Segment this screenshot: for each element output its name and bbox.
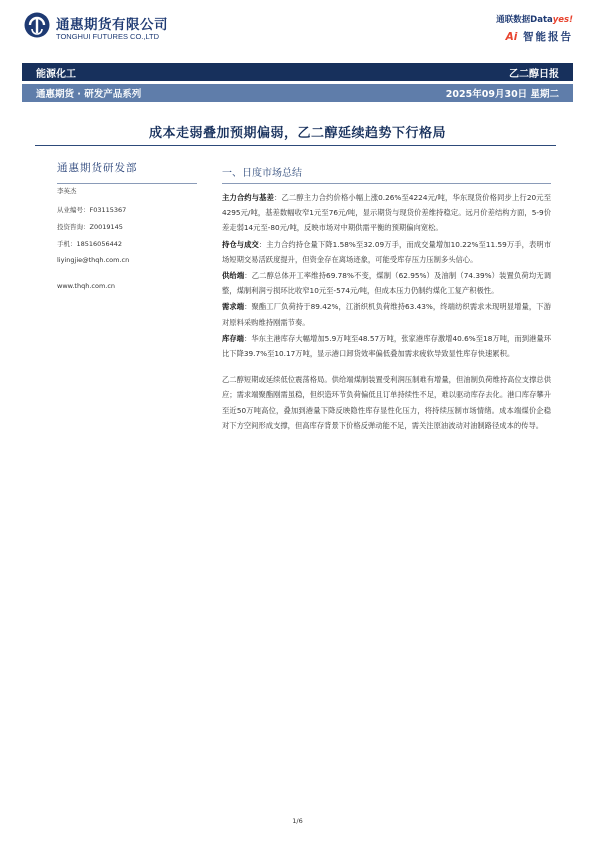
title-divider xyxy=(35,145,556,146)
report-date: 2025年09月30日 星期二 xyxy=(445,89,559,100)
advisor-number xyxy=(57,222,123,231)
series-bar xyxy=(22,84,573,102)
summary-paragraph: 乙二醇短期或延续低位震荡格局。供给端煤制装置受利润压制难有增量，但油制负荷维持高位支撑总供应；需求端聚酯刚需虽稳，但织造环节负荷偏低且订单持续性不足，难以驱动库存去化。港口库存攀升至近50万吨高位，叠加到港量下降反映隐性库存显性化压力，将持续压制市场情绪。成本端煤价企稳对下方空间形成支撑，但高库存背景下价格反弹动能不足，需关注原油波动对油制路径成本的传导。 xyxy=(222,375,551,430)
license-label: 从业编号： xyxy=(57,206,90,214)
phone-value: 18516056442 xyxy=(76,240,122,248)
partner-report-label xyxy=(506,29,573,44)
advisor-label: 投资咨询： xyxy=(57,223,90,231)
paragraph-spacer xyxy=(222,362,551,372)
paragraph-label: 供给端 xyxy=(222,271,245,281)
partner-report-text: 智能报告 xyxy=(523,31,573,43)
category-label: 能源化工 xyxy=(36,68,76,80)
license-number xyxy=(57,205,126,214)
category-bar xyxy=(22,63,573,81)
paragraph-positions xyxy=(222,237,551,267)
license-value: F03115367 xyxy=(89,206,127,214)
sidebar-divider xyxy=(57,183,197,184)
report-title: 成本走弱叠加预期偏弱，乙二醇延续趋势下行格局 xyxy=(148,126,446,141)
report-body xyxy=(222,190,551,434)
section-divider xyxy=(222,183,551,184)
paragraph-text: ：主力合约持仓量下降1.58%至32.09万手，而成交量增加10.22%至11.59万手，表明市场短期交易活跃度提升，但资金存在离场迹象，可能受库存压力压制多头信心。 xyxy=(222,239,552,264)
paragraph-label: 需求端 xyxy=(222,302,245,312)
section-heading: 一、日度市场总结 xyxy=(222,168,302,179)
paragraph-demand xyxy=(222,299,551,329)
paragraph-text: ：乙二醇主力合约价格小幅上涨0.26%至4224元/吨，华东现货价格同步上行20元至4295元/吨，基差数幅收窄1元至76元/吨，显示期货与现货价差维持稳定。远月价差结构方面，5-9价差走弱14元至-80元/吨，反映市场对中期供需平衡的预期偏向宽松。 xyxy=(222,193,551,233)
analyst-name: 李英杰 xyxy=(57,187,77,195)
partner-brand-suffix: yes! xyxy=(552,15,573,25)
paragraph-text: ：聚酯工厂负荷持于89.42%，江浙织机负荷维持63.43%，终端纺织需求未现明显增量，下游对原料采购维持刚需节奏。 xyxy=(222,302,551,327)
company-name-cn: 通惠期货有限公司 xyxy=(56,17,168,33)
paragraph-label: 持仓与成交 xyxy=(222,239,259,249)
series-label: 通惠期货 · 研发产品系列 xyxy=(36,89,142,100)
paragraph-futures-basis xyxy=(222,190,551,236)
paragraph-supply xyxy=(222,268,551,298)
company-logo-icon xyxy=(24,12,50,38)
partner-brand-prefix: 通联数据Data xyxy=(496,15,553,25)
report-type-label: 乙二醇日报 xyxy=(509,68,559,80)
paragraph-text: ：华东主港库存大幅增加5.9万吨至48.57万吨，张家港库存激增40.6%至18万吨，而到港量环比下降39.7%至10.17万吨，显示港口卸货效率偏低叠加需求疲软导致显性库存快速累积。 xyxy=(222,333,551,359)
website-link[interactable]: www.thqh.com.cn xyxy=(57,282,116,290)
company-name-en: TONGHUI FUTURES CO.,LTD xyxy=(56,32,160,41)
report-header xyxy=(0,0,595,60)
partner-brand xyxy=(496,13,573,25)
phone-number xyxy=(57,239,122,248)
paragraph-text: ：乙二醇总体开工率维持69.78%不变，煤制（62.95%）及油制（74.39%）装置负荷均无调整，煤制利润亏损环比收窄10元至-574元/吨，但成本压力仍制约煤化工复产积极性。 xyxy=(222,271,551,296)
analyst-sidebar xyxy=(57,160,197,290)
paragraph-inventory xyxy=(222,331,551,361)
email-link[interactable]: liyingjie@thqh.com.cn xyxy=(57,256,130,264)
page-number: 1/6 xyxy=(292,817,303,825)
research-dept-heading: 通惠期货研发部 xyxy=(57,162,138,174)
advisor-value: Z0019145 xyxy=(89,223,123,231)
paragraph-label: 库存端 xyxy=(222,333,244,343)
ai-logo-icon: Ai xyxy=(505,31,518,43)
paragraph-label: 主力合约与基差 xyxy=(222,193,275,202)
phone-label: 手机： xyxy=(57,240,77,248)
